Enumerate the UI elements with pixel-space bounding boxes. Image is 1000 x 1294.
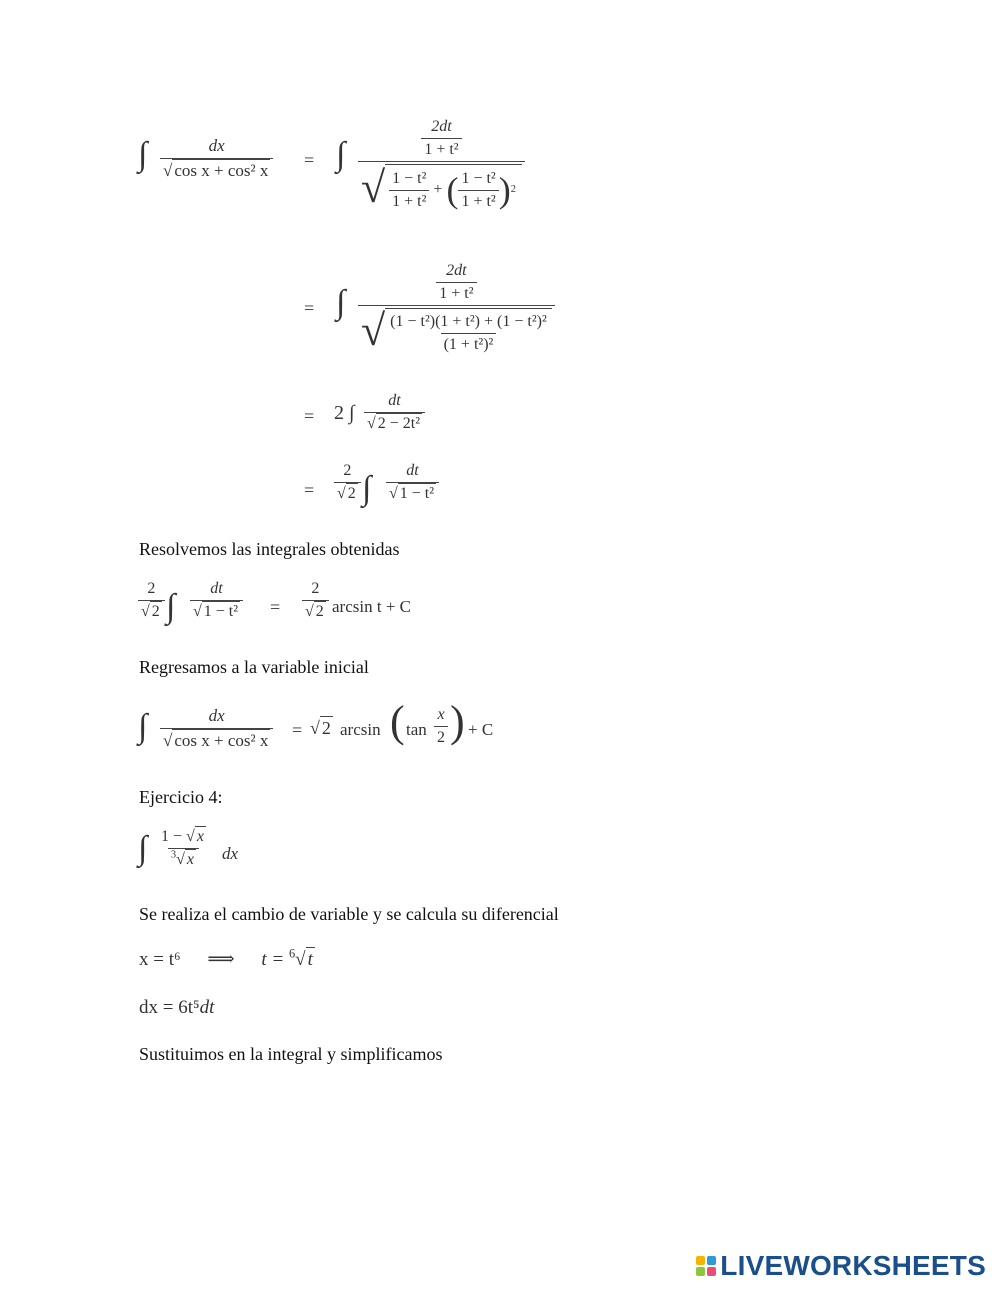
equation-row-6: ∫ $\frac{dx}{\text{√ cos x + cos² x}}$ = √ 2 arcsin ( tan $\frac{x}{2}$ ) + C	[138, 697, 494, 750]
fraction: $\frac{2}{√ 2}$	[334, 462, 361, 503]
liveworksheets-logo[interactable]	[696, 1250, 986, 1282]
paragraph: Resolvemos las integrales obtenidas	[139, 539, 400, 559]
logo-text: LIVEWORKSHEETS	[720, 1250, 986, 1281]
equation-row-1: ∫ $\frac{dx}{\text{√ cos x + cos² x}}$ = ∫ $\frac{2dt}{\text{1 + t²}}$ √ $\frac{\text{1 − t²}}{\text{1 + t²}}$ + ( $\frac{\text{1 − t²}}{\text{1 + t²}}$ ) 2	[138, 118, 608, 243]
paragraph: Sustituimos en la integral y simplificamos	[139, 1044, 443, 1064]
equation-row-7: ∫ $\frac{1 - √ x}{^3√ x}$ dx	[138, 828, 239, 868]
substitution-line: x = t⁶ ⟹ t = $^6$√ t	[139, 946, 313, 970]
fraction: $\frac{dx}{\text{√ cos x + cos² x}}$	[160, 136, 273, 181]
differential-line: dx = 6t⁵dt	[139, 997, 215, 1018]
integral-sign: ∫	[138, 136, 148, 173]
fraction: $\frac{dt}{\text{√ 2 − 2t²}}$	[364, 392, 425, 433]
paragraph: Regresamos a la variable inicial	[139, 657, 369, 677]
fraction: $\frac{2}{√ 2}$	[138, 580, 165, 621]
fraction: $\frac{2}{√ 2}$	[302, 580, 329, 621]
fraction: $\frac{dt}{\text{√ 1 − t²}}$	[190, 580, 243, 621]
fraction: $\frac{dx}{\text{√ cos x + cos² x}}$	[160, 706, 273, 751]
paragraph: Ejercicio 4:	[139, 787, 223, 807]
logo-icon	[696, 1256, 716, 1276]
fraction: $\frac{2dt}{\text{1 + t²}}$ √ $\frac{\text{1 − t²}}{\text{1 + t²}}$ + ( $\frac{\text{1 − t²}}{\text{1 + t²}}$ ) 2	[358, 118, 525, 211]
fraction: $\frac{x}{2}$	[434, 706, 448, 747]
fraction: $\frac{dt}{\text{√ 1 − t²}}$	[386, 462, 439, 503]
equation-row-2: = ∫ $\frac{2dt}{\text{1 + t²}}$ √ $\frac{\text{(1 − t²)(1 + t²) + (1 − t²)²}}{\text{(1 + t²)²}}$	[300, 262, 620, 372]
equation-row-3: = 2 ∫ $\frac{dt}{\text{√ 2 − 2t²}}$	[300, 392, 500, 444]
fraction: $\frac{2dt}{\text{1 + t²}}$ √ $\frac{\text{(1 − t²)(1 + t²) + (1 − t²)²}}{\text{(1 + t²)²}}$	[358, 262, 555, 354]
equation-row-4: = $\frac{2}{√ 2}$ ∫ $\frac{dt}{\text{√ 1 − t²}}$	[300, 462, 500, 518]
paragraph: Se realiza el cambio de variable y se calcula su diferencial	[139, 904, 559, 924]
fraction: $\frac{1 - √ x}{^3√ x}$	[161, 828, 204, 868]
equation-row-5: $\frac{2}{√ 2}$ ∫ $\frac{dt}{\text{√ 1 − t²}}$ = $\frac{2}{√ 2}$ arcsin t + C	[138, 580, 458, 636]
